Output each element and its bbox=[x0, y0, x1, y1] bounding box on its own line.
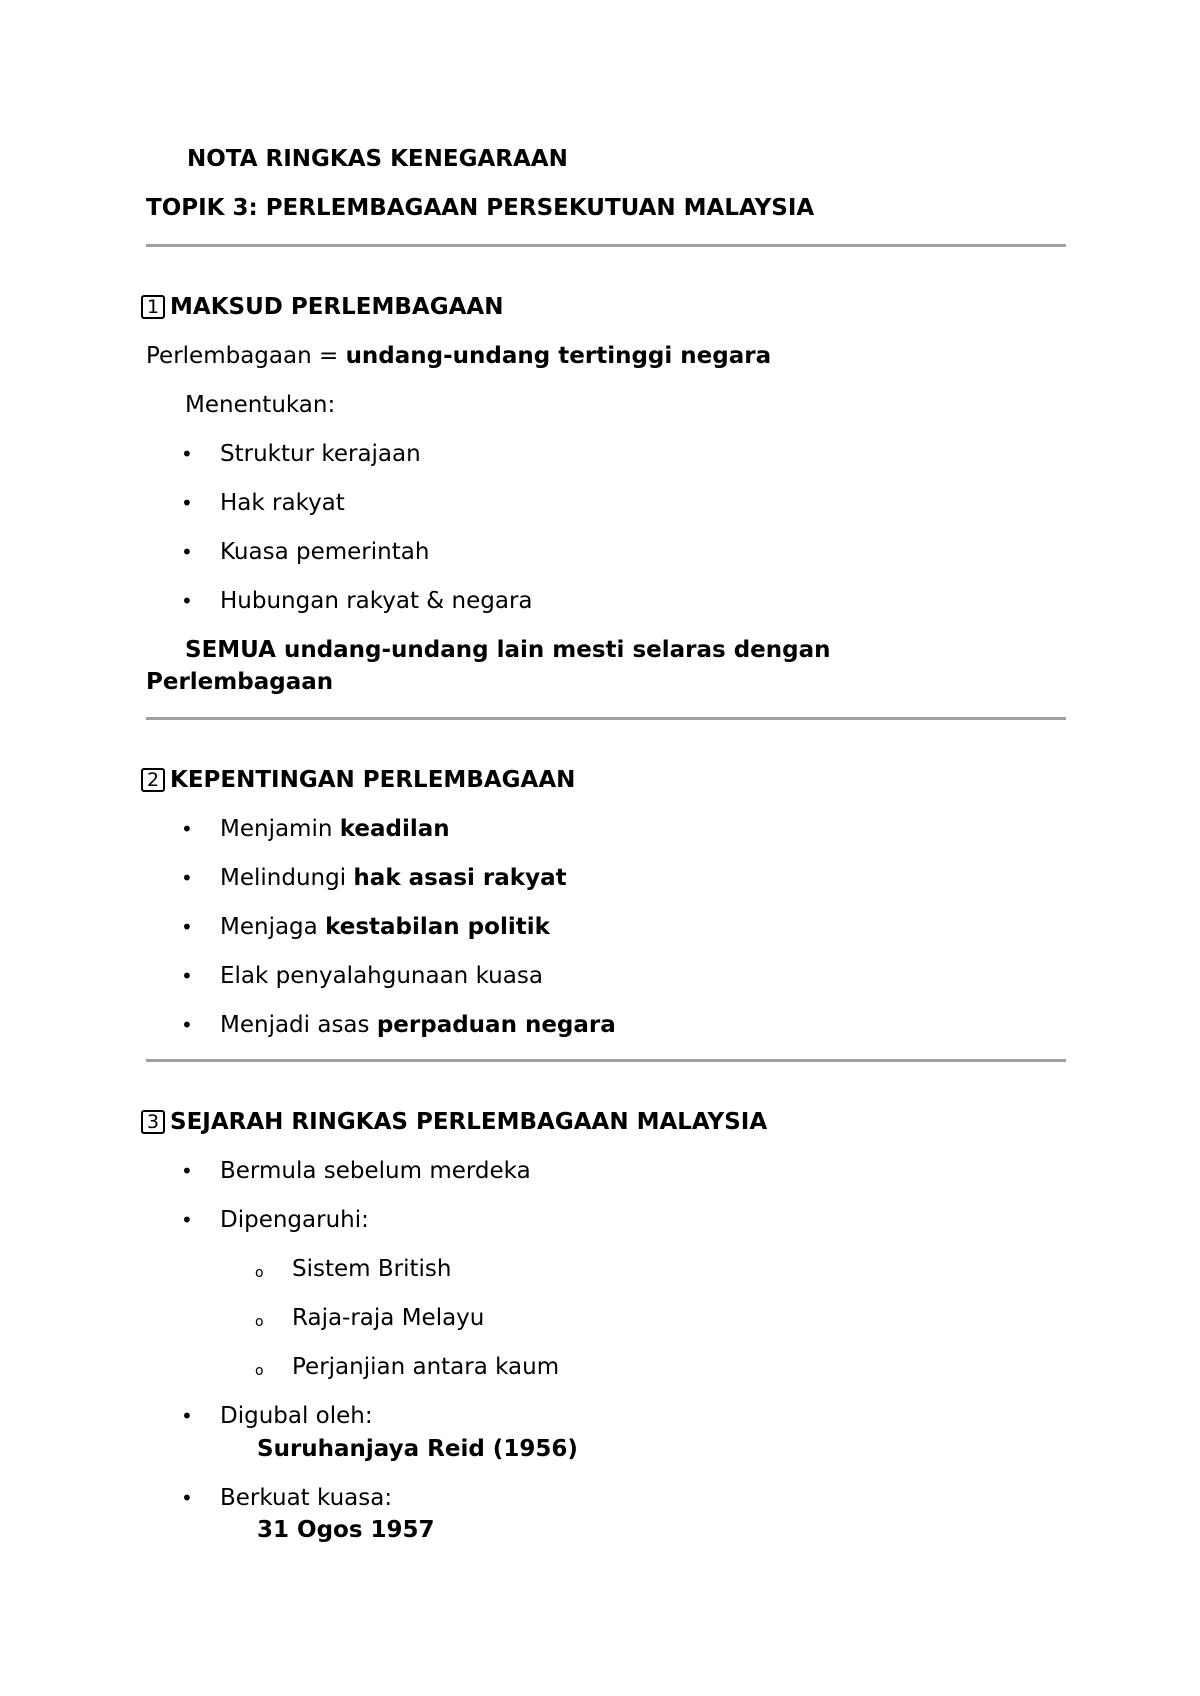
effective-date: 31 Ogos 1957 bbox=[257, 1517, 435, 1543]
note-line-2: Perlembagaan bbox=[146, 669, 334, 695]
list-item-text: Digubal oleh: bbox=[220, 1403, 373, 1429]
bullet-icon: • bbox=[181, 1486, 193, 1510]
circle-bullet-icon: o bbox=[255, 1314, 264, 1330]
divider bbox=[146, 244, 1066, 247]
definition-line bbox=[146, 341, 771, 371]
section-1-heading bbox=[141, 292, 503, 322]
reid-commission: Suruhanjaya Reid (1956) bbox=[257, 1436, 578, 1462]
bullet-icon: • bbox=[181, 866, 193, 890]
sub-list-item-text: Perjanjian antara kaum bbox=[292, 1354, 560, 1380]
list-item-text: Struktur kerajaan bbox=[220, 441, 421, 467]
section-3-heading bbox=[141, 1107, 767, 1137]
note-line-1: SEMUA undang-undang lain mesti selaras dengan bbox=[185, 637, 831, 663]
sub-list-item-text: Raja-raja Melayu bbox=[292, 1305, 485, 1331]
topic-heading: TOPIK 3: PERLEMBAGAAN PERSEKUTUAN MALAYSIA bbox=[146, 195, 815, 221]
bullet-icon: • bbox=[181, 1159, 193, 1183]
bullet-icon: • bbox=[181, 964, 193, 988]
circle-bullet-icon: o bbox=[255, 1265, 264, 1281]
list-item-text: Kuasa pemerintah bbox=[220, 539, 430, 565]
sub-list-item-text: Sistem British bbox=[292, 1256, 452, 1282]
bullet-icon: • bbox=[181, 1013, 193, 1037]
list-item-text: Menjadi asas perpaduan negara bbox=[220, 1012, 616, 1038]
bullet-icon: • bbox=[181, 589, 193, 613]
bullet-icon: • bbox=[181, 1208, 193, 1232]
number-1-icon: 1 bbox=[141, 295, 165, 319]
bullet-icon: • bbox=[181, 915, 193, 939]
bullet-icon: • bbox=[181, 817, 193, 841]
list-item-text: Berkuat kuasa: bbox=[220, 1485, 393, 1511]
number-3-icon: 3 bbox=[141, 1110, 165, 1134]
list-item-text: Menjamin keadilan bbox=[220, 816, 450, 842]
list-item-text: Hubungan rakyat & negara bbox=[220, 588, 533, 614]
number-2-icon: 2 bbox=[141, 768, 165, 792]
definition-bold: undang-undang tertinggi negara bbox=[345, 343, 772, 369]
document-title: NOTA RINGKAS KENEGARAAN bbox=[187, 146, 568, 172]
list-item-text: Dipengaruhi: bbox=[220, 1207, 369, 1233]
section-3-title: SEJARAH RINGKAS PERLEMBAGAAN MALAYSIA bbox=[170, 1109, 768, 1135]
bullet-icon: • bbox=[181, 442, 193, 466]
bullet-icon: • bbox=[181, 540, 193, 564]
list-item-text: Hak rakyat bbox=[220, 490, 345, 516]
section-2-heading bbox=[141, 765, 575, 795]
list-item-text: Elak penyalahgunaan kuasa bbox=[220, 963, 543, 989]
section-1-title: MAKSUD PERLEMBAGAAN bbox=[170, 294, 504, 320]
list-item-text: Bermula sebelum merdeka bbox=[220, 1158, 531, 1184]
divider bbox=[146, 1059, 1066, 1062]
list-item-text: Menjaga kestabilan politik bbox=[220, 914, 550, 940]
list-item-text: Melindungi hak asasi rakyat bbox=[220, 865, 567, 891]
bullet-icon: • bbox=[181, 1404, 193, 1428]
divider bbox=[146, 717, 1066, 720]
circle-bullet-icon: o bbox=[255, 1363, 264, 1379]
section-2-title: KEPENTINGAN PERLEMBAGAAN bbox=[170, 767, 576, 793]
intro-text: Menentukan: bbox=[185, 392, 336, 418]
definition-prefix: Perlembagaan = bbox=[146, 343, 346, 369]
bullet-icon: • bbox=[181, 491, 193, 515]
